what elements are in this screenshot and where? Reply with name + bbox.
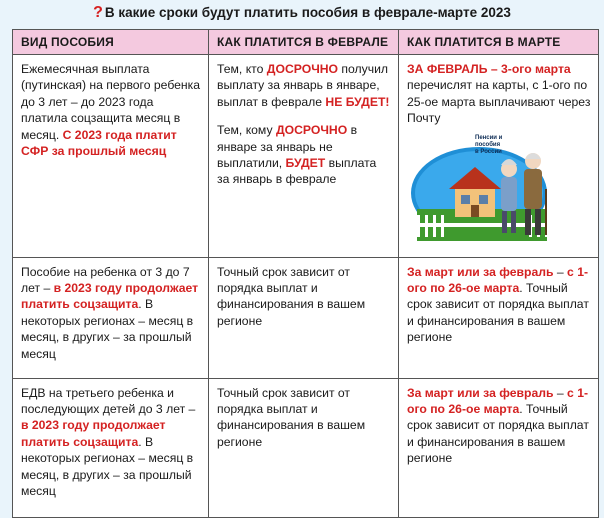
table-header-row — [13, 30, 599, 55]
title-text: В какие сроки будут платить пособия в феврале-марте 2023 — [104, 5, 511, 20]
table-row — [13, 257, 599, 378]
cell-february: Точный срок зависит от порядка выплат и финансирования в вашем регионе — [209, 257, 399, 378]
february-paragraph-2: Тем, кому ДОСРОЧНО в январе за январь не выплатили, БУДЕТ выплата за январь в феврале — [217, 123, 377, 187]
benefits-table — [12, 29, 599, 518]
table-row — [13, 55, 599, 258]
cell-february — [209, 55, 399, 258]
page-title — [0, 0, 604, 28]
cell-february: Точный срок зависит от порядка выплат и финансирования в вашем регионе — [209, 378, 399, 517]
question-mark-icon: ? — [93, 4, 103, 21]
header-february: КАК ПЛАТИТСЯ В ФЕВРАЛЕ — [209, 30, 399, 55]
cell-march: ЗА ФЕВРАЛЬ – 3-ого марта перечислят на карты, с 1-ого по 25-ое марта выплачивают через Почту Пенсии и пособия в России — [399, 55, 599, 258]
cell-benefit-type: ЕДВ на третьего ребенка и последующих детей до 3 лет – в 2023 году продолжает платить соцзащита. В некоторых регионах – месяц в месяц, в других – за прошлый месяц — [13, 378, 209, 517]
cell-march: За март или за февраль – с 1-ого по 26-ое марта. Точный срок зависит от порядка выплат и финансирования в вашем регионе — [399, 257, 599, 378]
cell-benefit-type: Ежемесячная выплата (путинская) на первого ребенка до 3 лет – до 2023 года платила соцзащита месяц в месяц. С 2023 года платит СФР за прошлый месяц — [13, 55, 209, 258]
header-march: КАК ПЛАТИТСЯ В МАРТЕ — [399, 30, 599, 55]
table-row — [13, 378, 599, 517]
header-benefit-type: ВИД ПОСОБИЯ — [13, 30, 209, 55]
elderly-couple-house-illustration — [409, 131, 577, 253]
illustration-caption: Пенсии и пособия в России — [475, 134, 503, 155]
february-paragraph-1: Тем, кто ДОСРОЧНО получил выплату за январь в январе, выплат в феврале НЕ БУДЕТ! — [217, 62, 390, 109]
cell-march: За март или за февраль – с 1-ого по 26-ое марта. Точный срок зависит от порядка выплат и финансирования в вашем регионе — [399, 378, 599, 517]
cell-benefit-type: Пособие на ребенка от 3 до 7 лет – в 2023 году продолжает платить соцзащита. В некоторых регионах – месяц в месяц, в других – за прошлый месяц — [13, 257, 209, 378]
